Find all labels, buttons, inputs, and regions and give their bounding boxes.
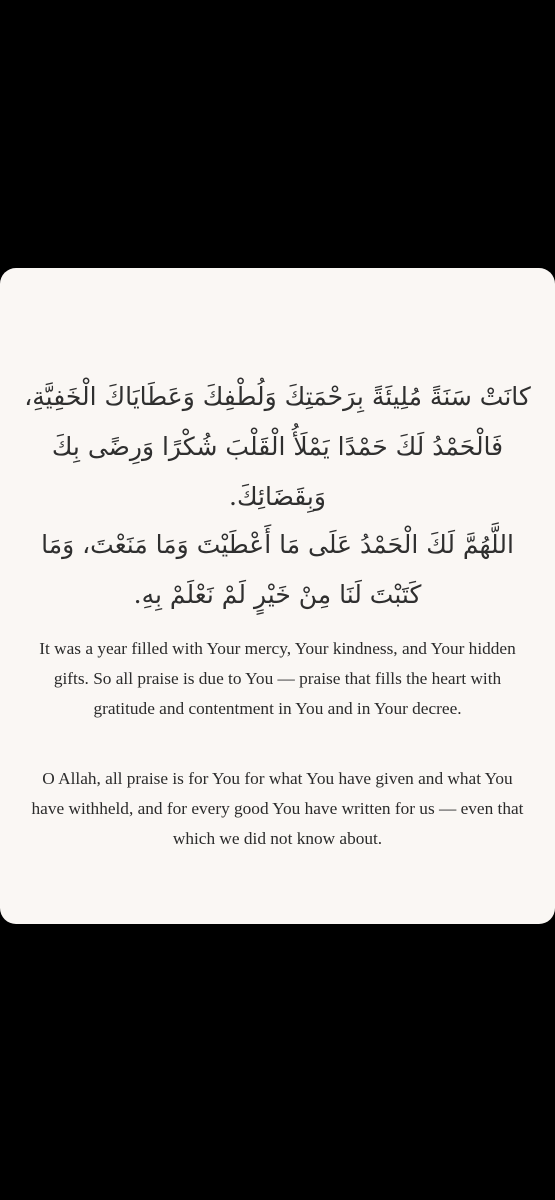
arabic-paragraph-2: اللَّهُمَّ لَكَ الْحَمْدُ عَلَى مَا أَعْطَيْتَ وَمَا مَنَعْتَ، وَمَا كَتَبْتَ لَنَا مِنْ خَيْرٍ لَمْ نَعْلَمْ بِهِ. <box>41 530 514 609</box>
quote-card <box>0 268 555 924</box>
arabic-paragraph-1: كانَتْ سَنَةً مُلِيئَةً بِرَحْمَتِكَ وَلُطْفِكَ وَعَطَايَاكَ الْخَفِيَّةِ، فَالْحَمْدُ لَكَ حَمْدًا يَمْلَأُ الْقَلْبَ شُكْرًا وَرِضًى بِكَ وَبِقَضَائِكَ. <box>24 382 531 511</box>
english-paragraph-1: It was a year filled with Your mercy, Your kindness, and Your hidden gifts. So all praise is due to You — praise that fills the heart with gratitude and contentment in You and in Your decree. <box>39 639 516 718</box>
english-paragraph-2: O Allah, all praise is for You for what You have given and what You have withheld, and for every good You have written for us — even that which we did not know about. <box>31 769 524 848</box>
